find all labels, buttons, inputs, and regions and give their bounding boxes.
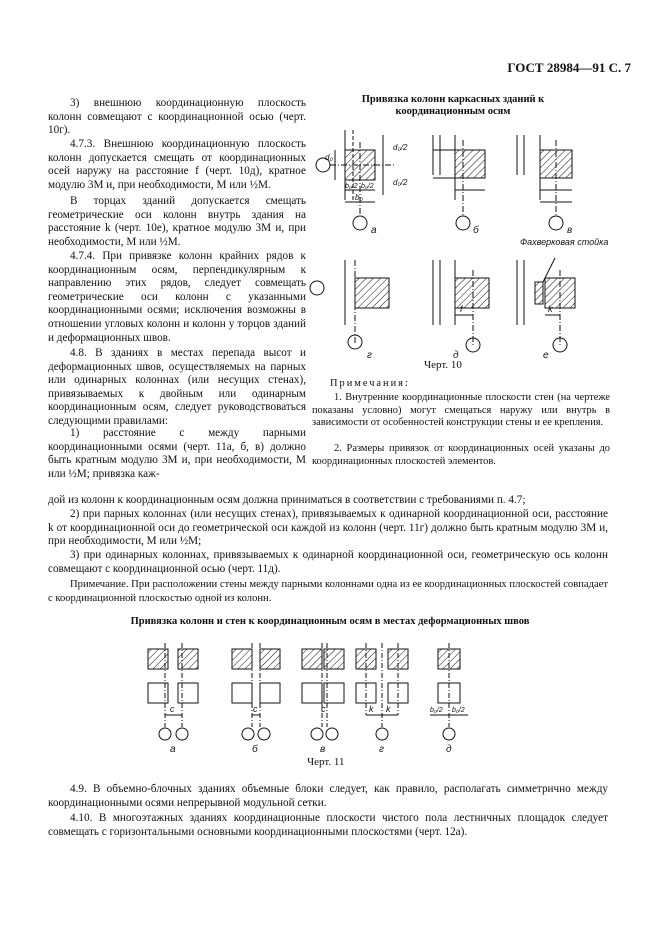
fig11-caption: Черт. 11 [307,756,345,768]
fig11-letter-a: а [170,744,176,755]
fig10-drawing [305,120,610,365]
fig10-letter-v: в [567,225,573,236]
fig11-dim-c-a: c [170,704,175,714]
fig11-g [356,643,408,740]
fig10-letter-d: д [453,350,459,361]
fig10-b [433,135,485,230]
fig11-a [148,643,198,740]
fig11-v [302,643,344,740]
fig10-letter-g: г [367,350,372,361]
fig10-letter-b: б [473,225,479,236]
note-2: 2. Размеры привязок от координационных осей указаны до координационных плоскостей элементов. [312,443,610,467]
fig11-dim-k-2: k [386,704,391,714]
fig11-dim-c-b: c [253,704,258,714]
fig11-dim-c-v: c [321,704,326,714]
fig11-b [232,643,280,740]
fig11-title: Привязка колонн и стен к координационным осям в местах деформационных швов [130,616,530,627]
paragraph-end-walls: В торцах зданий допускается смещать геометрические оси колонн внутрь здания на расстояние k (черт. 10е), кратное модулю 3М и, при необходимости, М или ½М. [48,195,306,248]
notes-header: Примечания: [330,378,410,389]
fig11-drawing [130,635,530,755]
paragraph-4-8: 4.8. В зданиях в местах перепада высот и деформационных швов, осуществляемых на парных или одинарных колоннах (или несущих стенах), привязываемых к двойным или одинарным координационным осям, следует руководствоваться следующими правилами: [48,347,306,427]
paragraph-4-7-4: 4.7.4. При привязке колонн крайних рядов к координационным осям, перпендикулярным к направлению этих рядов, следует совмещать геометрические оси колонн с указанными координационными осями; исключения возможны в отношении угловых колонн и колонн у торцов зданий и деформационных швов. [48,250,306,344]
fig10-dim-b0-half-2: b₀/2 [361,183,374,190]
fig11-letter-d: д [446,744,452,755]
fig10-letter-a: а [371,225,377,236]
fig11-dim-b0-half-1: b₀/2 [430,707,443,714]
fig10-g [310,260,389,349]
fig10-title: Привязка колонн каркасных зданий к координационным осям [361,94,545,117]
paragraph-3-external-plane: 3) внешнюю координационную плоскость колонн совмещают с координационной осью (черт. 10г). [48,97,306,137]
fig11-dim-b0-half-2: b₀/2 [452,707,465,714]
fig10-dim-d0-half-2: d₀/2 [393,178,408,187]
fig10-dim-b0: b₀ [355,193,363,202]
paragraph-4-9: 4.9. В объемно-блочных зданиях объемные блоки следует, как правило, располагать симметрично между координационными осями непрерывной модульной сетки. [48,783,608,809]
paragraph-rule-1-continued: дой из колонн к координационным осям должна приниматься в соответствии с требованиями п. 4.7; [48,494,526,506]
fig10-a [316,130,395,230]
paragraph-rule-3: 3) при одинарных колоннах, привязываемых к одинарной координационной оси, геометрическую ось колонн совмещают с координационной осью (черт. 11д). [48,549,608,575]
fig11-letter-g: г [379,744,384,755]
paragraph-rule-1: 1) расстояние c между парными координационными осями (черт. 11а, б, в) должно быть кратным модулю 3М и, при необходимости, М или ½М; привязка каж- [48,427,306,480]
fig10-v [517,135,572,230]
page-header: ГОСТ 28984—91 С. 7 [507,60,631,75]
fig10-caption: Черт. 10 [424,359,462,371]
fig10-e [517,258,575,352]
paragraph-4-10: 4.10. В многоэтажных зданиях координационные плоскости чистого пола лестничных площадок следует совмещать с горизонтальными основными координационными плоскостями (черт. 12а). [48,812,608,838]
fig10-dim-d0-half-1: d₀/2 [393,143,408,152]
note-general: Примечание. При расположении стены между парными колоннами одна из ее координационных плоскостей совпадает с координационной плоскостью одной из колонн. [48,579,608,604]
fig10-dim-k: k [548,304,553,314]
fig11-dim-k-1: k [369,704,374,714]
fig10-dim-b0-half-1: b₀/2 [345,183,358,190]
fig11-d [430,643,468,740]
fig10-label-fachwerk: Фахверковая стойка [520,237,609,247]
fig10-dim-d0: d₀ [325,153,333,162]
fig11-letter-v: в [320,744,326,755]
fig11-letter-b: б [252,744,258,755]
paragraph-rule-2: 2) при парных колоннах (или несущих стенах), привязываемых к одинарной координационной оси, расстояние k от координационной оси до геометрической оси каждой из колонн (черт. 11г) должно быть кратным модулю 3М и, при необходимости, М или ½М; [48,508,608,548]
fig10-dim-f: f [460,304,463,314]
fig10-letter-e: е [543,350,549,361]
paragraph-4-7-3: 4.7.3. Внешнюю координационную плоскость колонн допускается смещать от координационных осей наружу на расстояние f (черт. 10д), кратное модулю 3М и, при необходимости, М или ½М. [48,138,306,191]
note-1: 1. Внутренние координационные плоскости стен (на чертеже показаны условно) могут смещаться наружу или внутрь в зависимости от особенностей конструкции стены и ее крепления. [312,392,610,429]
